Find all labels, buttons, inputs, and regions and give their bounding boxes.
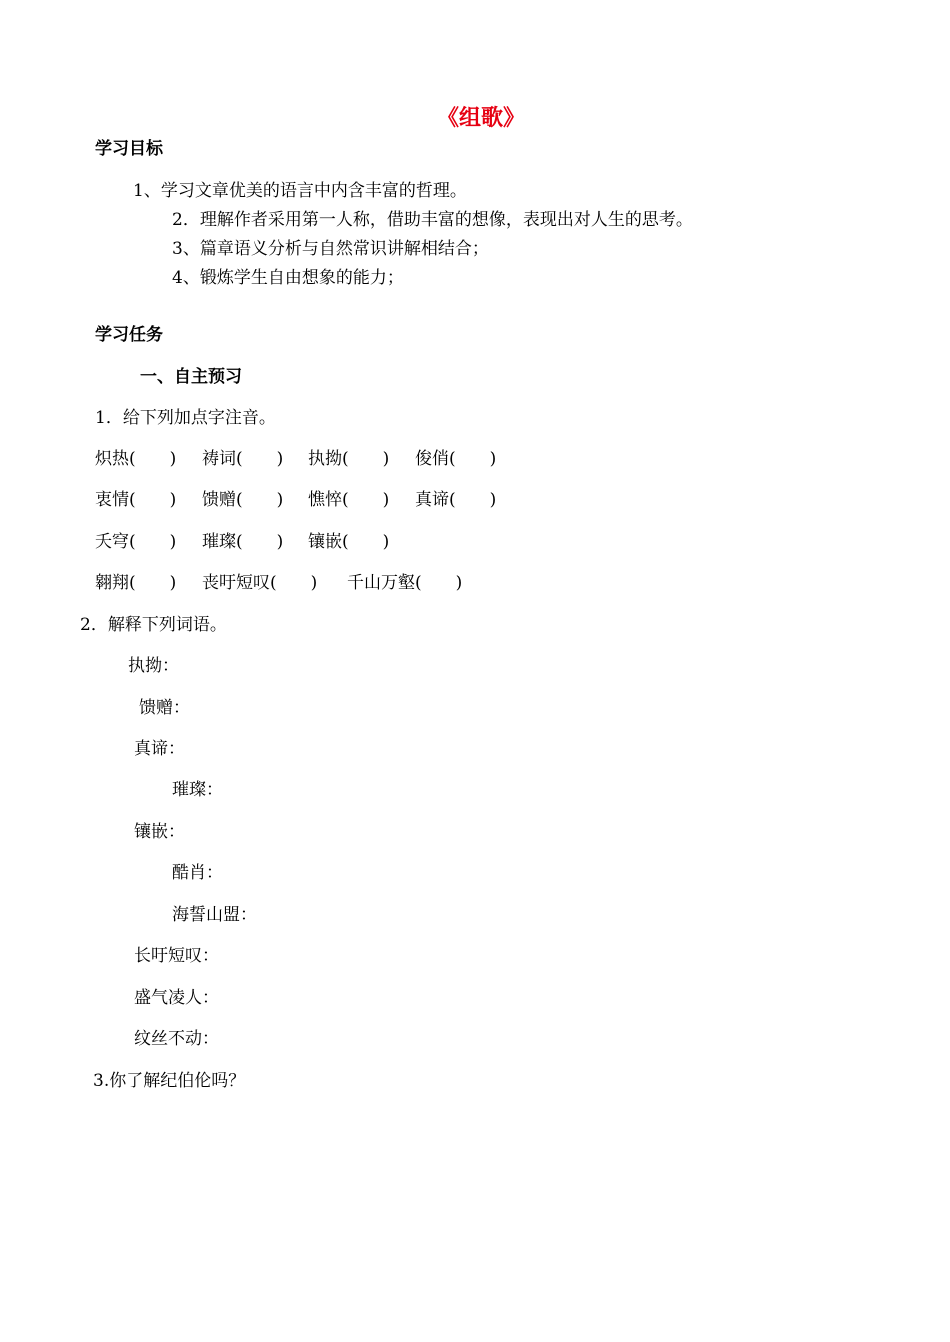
question-1-prompt: 1．给下列加点字注音。 <box>95 408 276 428</box>
term-item: 镶嵌： <box>134 822 185 842</box>
section-self-study: 一、自主预习 <box>140 367 242 387</box>
pinyin-item: 璀璨( ) <box>202 532 284 552</box>
pinyin-item: 衷情( ) <box>95 490 177 510</box>
pinyin-item: 真谛( ) <box>415 490 497 510</box>
pinyin-item: 夭穹( ) <box>95 532 177 552</box>
question-2-prompt: 2．解释下列词语。 <box>80 615 227 635</box>
question-3-prompt: 3.你了解纪伯伦吗？ <box>93 1071 246 1091</box>
tasks-heading: 学习任务 <box>95 325 163 345</box>
pinyin-item: 执拗( ) <box>308 449 390 469</box>
term-item: 纹丝不动： <box>134 1029 219 1049</box>
term-item: 长吁短叹： <box>134 946 219 966</box>
term-item: 真谛： <box>134 739 185 759</box>
pinyin-item: 俊俏( ) <box>415 449 497 469</box>
pinyin-item: 镶嵌( ) <box>308 532 390 552</box>
pinyin-item: 翱翔( ) <box>95 573 177 593</box>
pinyin-item: 丧吁短叹( ) <box>202 573 318 593</box>
term-item: 执拗： <box>128 656 179 676</box>
objectives-heading: 学习目标 <box>95 139 163 159</box>
objective-item-3: 3、篇章语义分析与自然常识讲解相结合； <box>172 239 489 259</box>
pinyin-row-3 <box>95 531 389 553</box>
term-item: 盛气凌人： <box>134 988 219 1008</box>
pinyin-row-1 <box>95 448 496 470</box>
pinyin-row-4 <box>95 572 462 594</box>
pinyin-item: 千山万壑( ) <box>347 573 463 593</box>
term-item: 酷肖： <box>172 863 223 883</box>
pinyin-item: 馈赠( ) <box>202 490 284 510</box>
document-title: 《组歌》 <box>436 106 525 131</box>
objective-item-1: 1、学习文章优美的语言中内含丰富的哲理。 <box>133 181 467 201</box>
term-item: 海誓山盟： <box>172 905 257 925</box>
pinyin-item: 憔悴( ) <box>308 490 390 510</box>
pinyin-item: 炽热( ) <box>95 449 177 469</box>
objective-item-2: 2．理解作者采用第一人称，借助丰富的想像，表现出对人生的思考。 <box>172 210 693 230</box>
objective-item-4: 4、锻炼学生自由想象的能力； <box>172 268 404 288</box>
term-item: 璀璨： <box>172 780 223 800</box>
pinyin-row-2 <box>95 489 496 511</box>
term-item: 馈赠： <box>139 698 190 718</box>
pinyin-item: 祷词( ) <box>202 449 284 469</box>
